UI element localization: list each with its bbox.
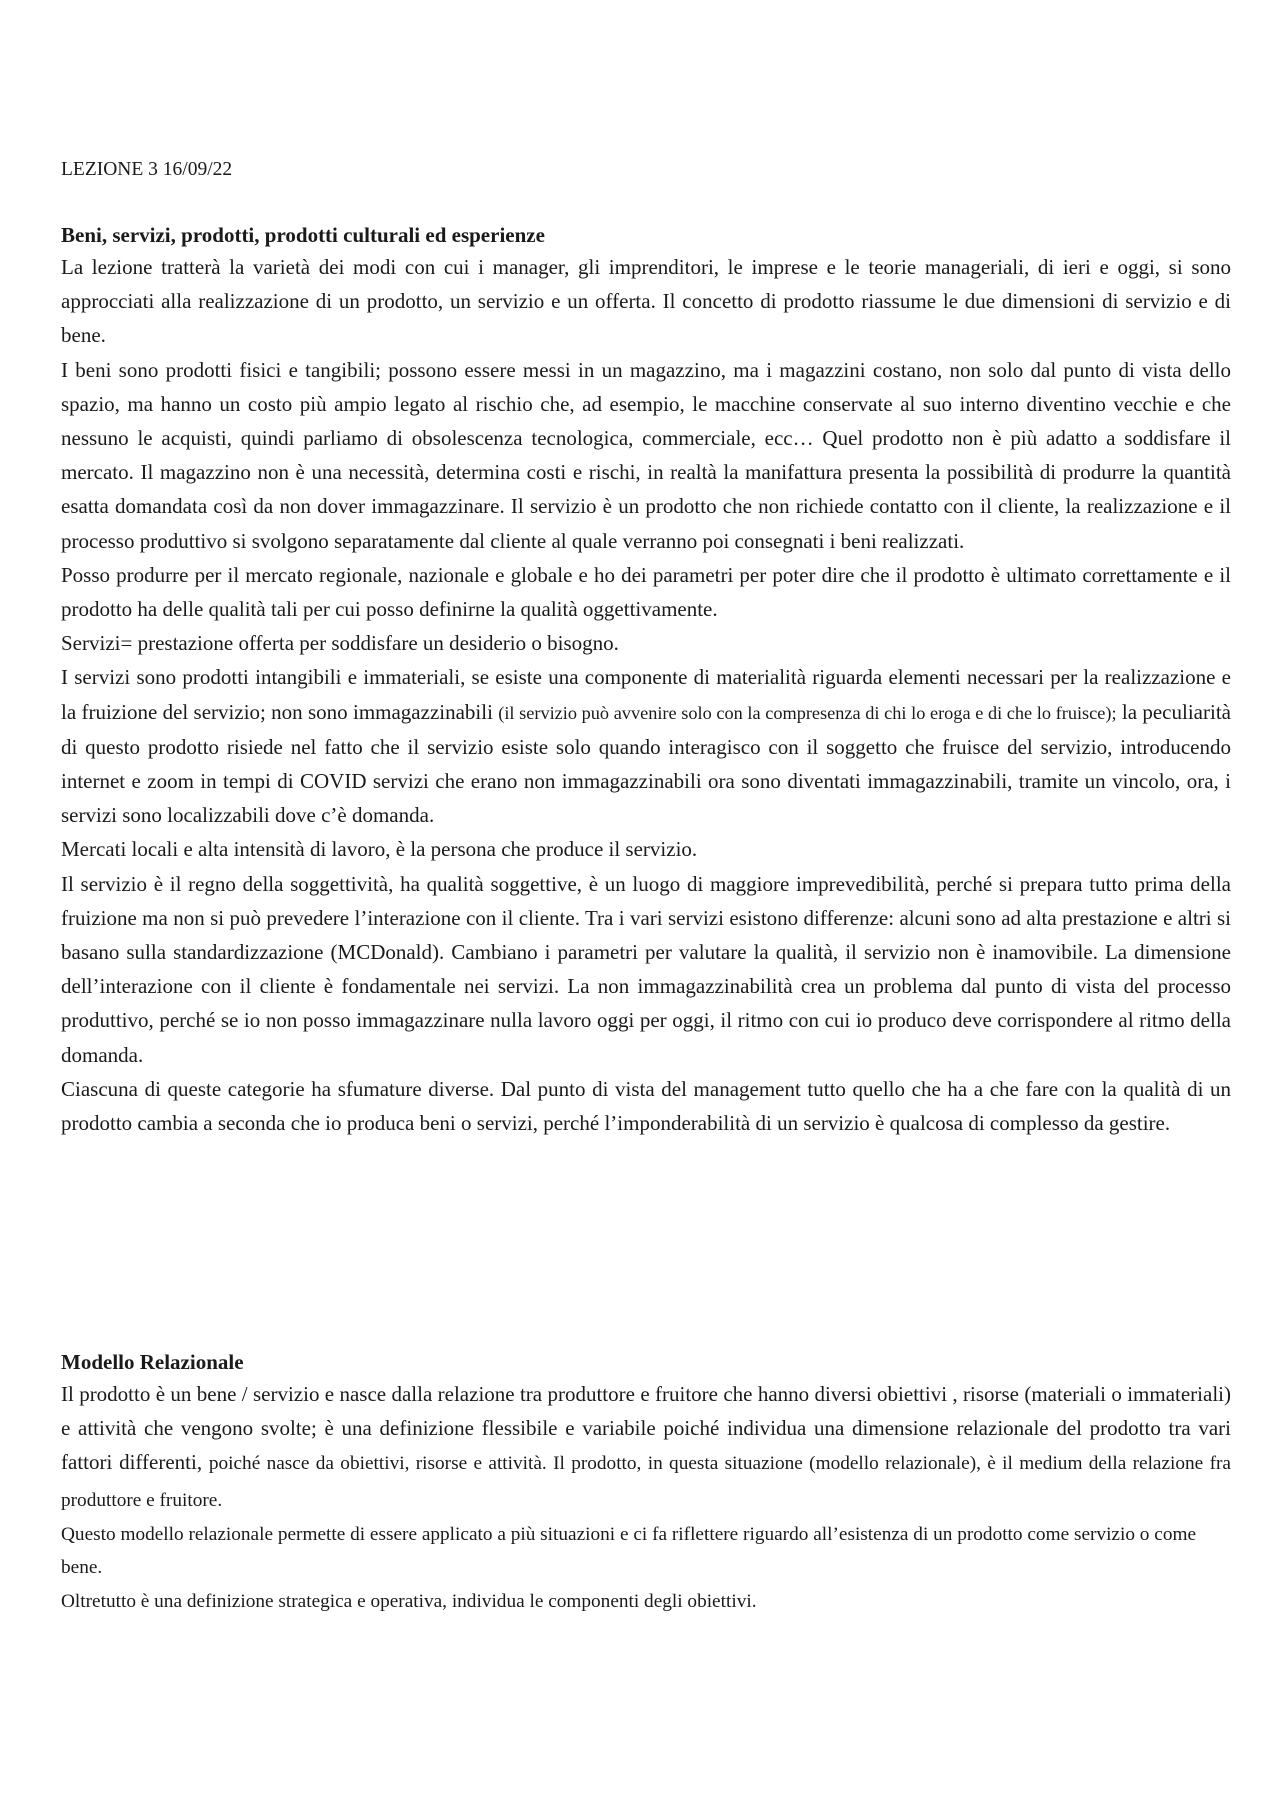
- lesson-header: LEZIONE 3 16/09/22: [61, 159, 233, 180]
- paragraph: Ciascuna di queste categorie ha sfumature diverse. Dal punto di vista del management tutto quello che ha a che fare con la qualità di un prodotto cambia a seconda che io produca beni o servizi, perché l’imponderabilità di un servizio è qualcosa di complesso da gestire.: [61, 1076, 1231, 1136]
- paragraph: Oltretutto è una definizione strategica e operativa, individua le componenti degli obiettivi.: [61, 1590, 757, 1612]
- section-modello-relazionale: [61, 1349, 1231, 1618]
- text-run: la peculiarità di questo prodotto risiede nel fatto che il servizio esiste solo quando interagisco con il soggetto che fruisce del servizio, introducendo internet e zoom in tempi di COVID servizi che erano non immagazzinabili ora sono diventati immagazzinabili, tramite un vincolo, ora, i servizi sono localizzabili dove c’è domanda.: [61, 699, 1231, 828]
- paragraph: [61, 660, 1231, 832]
- section-title: Modello Relazionale: [61, 1350, 244, 1374]
- paragraph: I beni sono prodotti fisici e tangibili; possono essere messi in un magazzino, ma i magazzini costano, non solo dal punto di vista dello spazio, ma hanno un costo più ampio legato al rischio che, ad esempio, le macchine conservate al suo interno diventino vecchie e che nessuno le acquisti, quindi parliamo di obsolescenza tecnologica, commerciale, ecc… Quel prodotto non è più adatto a soddisfare il mercato. Il magazzino non è una necessità, determina costi e rischi, in realtà la manifattura presenta la possibilità di produrre la quantità esatta domandata così da non dover immagazzinare. Il servizio è un prodotto che non richiede contatto con il cliente, la realizzazione e il processo produttivo si svolgono separatamente dal cliente al quale verranno poi consegnati i beni realizzati.: [61, 357, 1231, 553]
- paragraph: Servizi= prestazione offerta per soddisfare un desiderio o bisogno.: [61, 631, 619, 656]
- text-run: Il prodotto è un bene / servizio e nasce dalla relazione tra produttore e fruitore che hanno diversi obiettivi , risorse (materiali o immateriali) e attività che vengono svolte; è una definizione flessibile e variabile poiché individua una dimensione relazionale del prodotto tra vari fattori differenti,: [61, 1382, 1231, 1475]
- paragraph: La lezione tratterà la varietà dei modi con cui i manager, gli imprenditori, le imprese e le teorie manageriali, di ieri e oggi, si sono approcciati alla realizzazione di un prodotto, un servizio e un offerta. Il concetto di prodotto riassume le due dimensioni di servizio e di bene.: [61, 255, 1231, 348]
- paragraph: Questo modello relazionale permette di essere applicato a più situazioni e ci fa riflettere riguardo all’esistenza di un prodotto come servizio o come bene.: [61, 1523, 1197, 1579]
- paragraph: [61, 1377, 1231, 1518]
- paragraph: Posso produrre per il mercato regionale, nazionale e globale e ho dei parametri per poter dire che il prodotto è ultimato correttamente e il prodotto ha delle qualità tali per cui posso definirne la qualità oggettivamente.: [61, 562, 1231, 622]
- text-run: I servizi sono prodotti intangibili e immateriali, se esiste una componente di materialità riguarda elementi necessari per la realizzazione e la fruizione del servizio; non sono immagazzinabili: [61, 665, 1231, 724]
- section-beni-servizi: [61, 222, 1231, 1140]
- paragraph: Mercati locali e alta intensità di lavoro, è la persona che produce il servizio.: [61, 837, 698, 862]
- paragraph: Il servizio è il regno della soggettività, ha qualità soggettive, è un luogo di maggiore imprevedibilità, perché si prepara tutto prima della fruizione ma non si può prevedere l’interazione con il cliente. Tra i vari servizi esistono differenze: alcuni sono ad alta prestazione e altri si basano sulla standardizzazione (MCDonald). Cambiano i parametri per valutare la qualità, il servizio non è inamovibile. La dimensione dell’interazione con il cliente è fondamentale nei servizi. La non immagazzinabilità crea un problema dal punto di vista del processo produttivo, perché se io non posso immagazzinare nulla lavoro oggi per oggi, il ritmo con cui io produco deve corrispondere al ritmo della domanda.: [61, 871, 1231, 1067]
- text-run-small: poiché nasce da obiettivi, risorse e attività. Il prodotto, in questa situazione (modello relazionale), è il medium della relazione fra produttore e fruitore.: [61, 1453, 1231, 1511]
- text-run-small: (il servizio può avvenire solo con la compresenza di chi lo eroga e di che lo fruisce);: [498, 702, 1117, 723]
- section-title: Beni, servizi, prodotti, prodotti culturali ed esperienze: [61, 223, 545, 247]
